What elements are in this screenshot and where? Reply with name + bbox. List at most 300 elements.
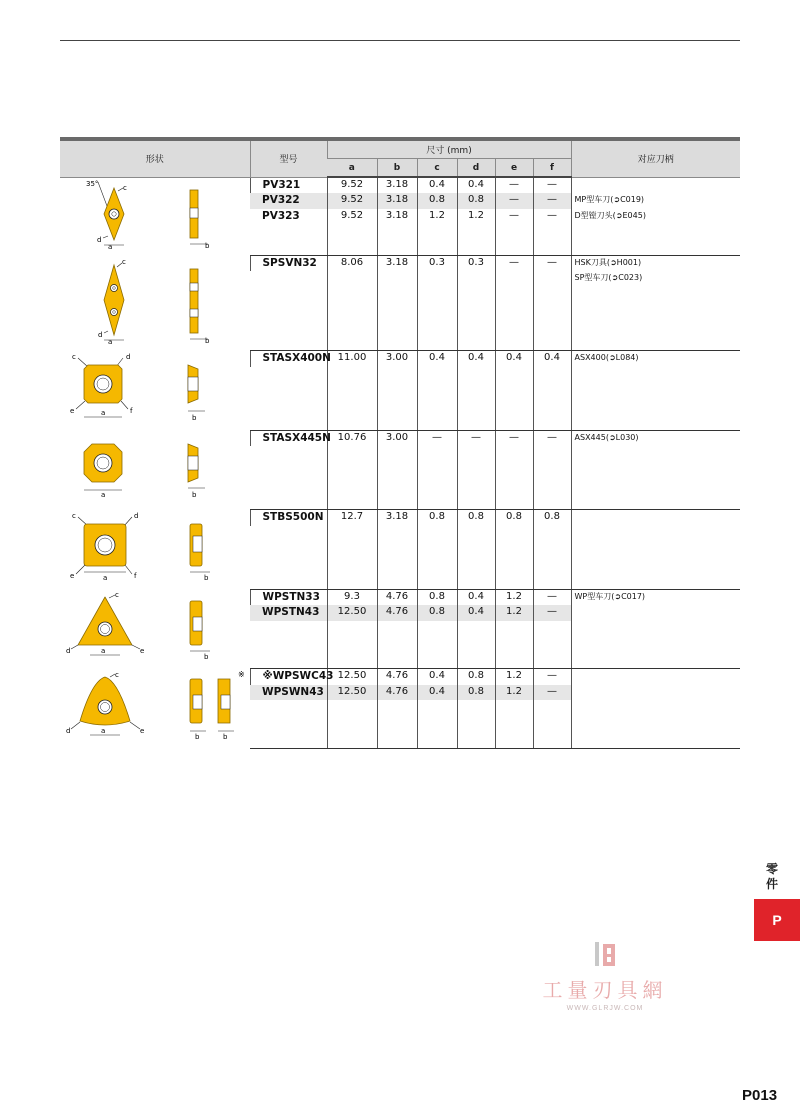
vbd-insert-drawing (60, 178, 250, 250)
holder-cell (571, 351, 740, 367)
holder-cell (571, 573, 740, 589)
shape-label-b: b (192, 413, 197, 422)
dim-cell-f: — (533, 209, 571, 224)
dim-cell-d (457, 303, 495, 319)
dim-cell-a (327, 224, 377, 239)
dim-cell-c (417, 367, 457, 383)
holder-reference-link[interactable]: SP型车刀(➲C023) (574, 273, 643, 283)
dim-cell-e: 1.2 (495, 685, 533, 701)
dim-cell-b: 3.18 (377, 177, 417, 193)
holder-cell (571, 303, 740, 319)
holder-reference-link[interactable]: ASX400(➲L084) (574, 353, 639, 362)
dim-cell-f: — (533, 430, 571, 446)
table-row (60, 669, 740, 685)
dim-cell-a (327, 239, 377, 255)
model-cell: PV322 (250, 193, 327, 208)
dim-cell-f: — (533, 589, 571, 605)
dim-cell-d (457, 573, 495, 589)
dim-cell-d (457, 367, 495, 383)
dim-cell-b (377, 462, 417, 478)
shape-label-d: d (134, 511, 139, 520)
dim-cell-e (495, 526, 533, 542)
dim-cell-f (533, 637, 571, 653)
model-cell: SPSVN32 (250, 255, 327, 271)
dim-cell-e: — (495, 177, 533, 193)
model-cell (250, 303, 327, 319)
table-row (60, 351, 740, 367)
dim-cell-b (377, 224, 417, 239)
shape-label-e: e (140, 647, 145, 655)
header-dim-a: a (327, 159, 377, 178)
holder-cell (571, 446, 740, 462)
dim-cell-a (327, 446, 377, 462)
holder-cell (571, 255, 740, 271)
dim-cell-c (417, 652, 457, 668)
dim-cell-b (377, 239, 417, 255)
dim-cell-c: 0.4 (417, 177, 457, 193)
holder-cell (571, 478, 740, 494)
shape-label-d: d (66, 726, 71, 735)
dim-cell-a (327, 287, 377, 303)
dim-cell-c (417, 414, 457, 430)
shape-label-d: d (126, 352, 131, 361)
shape-label-d: d (97, 235, 102, 244)
dim-cell-b (377, 271, 417, 287)
dim-cell-b (377, 334, 417, 350)
dim-cell-c (417, 334, 457, 350)
dim-cell-d (457, 462, 495, 478)
dim-cell-f (533, 652, 571, 668)
dim-cell-f (533, 334, 571, 350)
dim-cell-b (377, 637, 417, 653)
dim-cell-a: 8.06 (327, 255, 377, 271)
shape-label-e: e (140, 726, 145, 735)
dim-cell-c (417, 621, 457, 637)
holder-reference-link[interactable]: MP型车刀(➲C019) (574, 195, 645, 205)
model-cell: ※WPSWC43 (250, 669, 327, 685)
holder-cell (571, 271, 740, 287)
model-cell (250, 621, 327, 637)
model-cell (250, 716, 327, 732)
dim-cell-d (457, 287, 495, 303)
triangle-insert-drawing (60, 589, 250, 663)
dim-cell-b (377, 398, 417, 414)
dim-cell-b (377, 700, 417, 716)
model-cell (250, 493, 327, 509)
insert-spec-table (60, 137, 740, 749)
dim-cell-c (417, 493, 457, 509)
dim-cell-e (495, 557, 533, 573)
model-cell (250, 382, 327, 398)
dim-cell-d (457, 271, 495, 287)
dim-cell-d (457, 637, 495, 653)
model-cell (250, 446, 327, 462)
dim-cell-e (495, 287, 533, 303)
holder-reference-link[interactable]: HSK刀具(➲H001) (574, 257, 642, 267)
holder-cell (571, 621, 740, 637)
holder-reference-link[interactable]: ASX445(➲L030) (574, 432, 639, 442)
dim-cell-d (457, 224, 495, 239)
dim-cell-d: 0.4 (457, 177, 495, 193)
dim-cell-c (417, 732, 457, 748)
dim-cell-d (457, 334, 495, 350)
dim-cell-b: 4.76 (377, 605, 417, 621)
shape-label-a: a (101, 408, 106, 417)
model-cell (250, 334, 327, 350)
dim-cell-c: 0.8 (417, 510, 457, 526)
dim-cell-a (327, 334, 377, 350)
dim-cell-c (417, 573, 457, 589)
holder-cell (571, 652, 740, 668)
holder-cell (571, 193, 740, 208)
dim-cell-e (495, 398, 533, 414)
dim-cell-b (377, 367, 417, 383)
shape-label-f: f (130, 406, 133, 415)
holder-cell (571, 177, 740, 193)
dim-cell-a: 12.7 (327, 510, 377, 526)
section-tab-p[interactable]: P (754, 899, 800, 941)
dim-cell-d (457, 557, 495, 573)
dim-cell-b (377, 493, 417, 509)
holder-cell (571, 557, 740, 573)
dim-cell-d (457, 382, 495, 398)
dim-cell-d (457, 398, 495, 414)
model-cell: WPSWN43 (250, 685, 327, 701)
insert-shape-cell (60, 430, 250, 510)
dim-cell-d (457, 446, 495, 462)
dim-cell-c (417, 478, 457, 494)
shape-label-a: a (108, 242, 113, 250)
dim-cell-d: 0.8 (457, 685, 495, 701)
dim-cell-e (495, 716, 533, 732)
model-cell: STASX445N (250, 430, 327, 446)
header-model: 型号 (250, 139, 327, 177)
dim-cell-f (533, 526, 571, 542)
shape-label-b: b (192, 491, 197, 499)
insert-shape-cell (60, 589, 250, 669)
dim-cell-a (327, 271, 377, 287)
model-cell: WPSTN33 (250, 589, 327, 605)
watermark-url: WWW.GLRJW.COM (566, 1005, 644, 1012)
shape-label-b: b (205, 337, 210, 345)
header-dim-d: d (457, 159, 495, 178)
dim-cell-d (457, 732, 495, 748)
dim-cell-c (417, 398, 457, 414)
dim-cell-a (327, 382, 377, 398)
dim-cell-a (327, 716, 377, 732)
dim-cell-c (417, 637, 457, 653)
dim-cell-c (417, 382, 457, 398)
dim-cell-a: 10.76 (327, 430, 377, 446)
dim-cell-b (377, 287, 417, 303)
dim-cell-a (327, 367, 377, 383)
dim-cell-b (377, 732, 417, 748)
model-cell: WPSTN43 (250, 605, 327, 621)
dim-cell-e (495, 224, 533, 239)
dim-cell-a (327, 318, 377, 334)
insert-shape-cell (60, 510, 250, 590)
dim-cell-c: 0.3 (417, 255, 457, 271)
dim-cell-a: 9.3 (327, 589, 377, 605)
dim-cell-b (377, 414, 417, 430)
model-cell (250, 557, 327, 573)
holder-cell (571, 605, 740, 621)
holder-cell (571, 462, 740, 478)
dim-cell-e (495, 446, 533, 462)
dim-cell-a: 9.52 (327, 193, 377, 208)
shape-label-d: d (66, 647, 71, 655)
dim-cell-c: 1.2 (417, 209, 457, 224)
dim-cell-c (417, 271, 457, 287)
dim-cell-a (327, 652, 377, 668)
dim-cell-d: 0.8 (457, 669, 495, 685)
dim-cell-e (495, 334, 533, 350)
dim-cell-e (495, 637, 533, 653)
dim-cell-e: 0.4 (495, 351, 533, 367)
holder-reference-link[interactable]: WP型车刀(➲C017) (574, 591, 646, 601)
dim-cell-f (533, 478, 571, 494)
model-cell (250, 398, 327, 414)
dim-cell-e (495, 382, 533, 398)
shape-label-e: e (70, 406, 75, 415)
watermark (530, 940, 680, 1012)
dim-cell-f (533, 573, 571, 589)
insert-shape-cell (60, 669, 250, 749)
section-label-char-1: 零 (765, 862, 778, 876)
dim-cell-a: 9.52 (327, 209, 377, 224)
dim-cell-d: 0.8 (457, 193, 495, 208)
model-cell: STASX400N (250, 351, 327, 367)
model-cell (250, 414, 327, 430)
dim-cell-b: 3.18 (377, 193, 417, 208)
watermark-text: 工量刃具網 (542, 978, 668, 1002)
dim-cell-e: — (495, 209, 533, 224)
dim-cell-c (417, 716, 457, 732)
holder-cell (571, 382, 740, 398)
dim-cell-e (495, 652, 533, 668)
dim-cell-b: 3.18 (377, 510, 417, 526)
holder-cell (571, 589, 740, 605)
shape-label-a: a (101, 726, 106, 735)
dim-cell-d: 0.3 (457, 255, 495, 271)
dim-cell-a (327, 414, 377, 430)
dim-cell-f (533, 303, 571, 319)
dim-cell-a (327, 557, 377, 573)
dim-cell-c: 0.8 (417, 193, 457, 208)
dim-cell-f (533, 493, 571, 509)
dim-cell-c (417, 462, 457, 478)
model-cell (250, 526, 327, 542)
dim-cell-f (533, 367, 571, 383)
model-cell (250, 541, 327, 557)
vbd-double-hole-insert-drawing (60, 255, 250, 345)
dim-cell-e (495, 493, 533, 509)
dim-cell-b: 4.76 (377, 669, 417, 685)
dim-cell-a (327, 478, 377, 494)
dim-cell-c (417, 526, 457, 542)
shape-label-a: a (101, 491, 106, 499)
dim-cell-f (533, 732, 571, 748)
dim-cell-a (327, 526, 377, 542)
header-dimensions: 尺寸 (mm) (327, 139, 571, 159)
dim-cell-a (327, 541, 377, 557)
header-dim-c: c (417, 159, 457, 178)
holder-cell (571, 685, 740, 701)
dim-cell-a: 11.00 (327, 351, 377, 367)
model-cell: STBS500N (250, 510, 327, 526)
octagon-insert-drawing (60, 430, 250, 504)
dim-cell-e: 1.2 (495, 605, 533, 621)
dim-cell-c (417, 541, 457, 557)
holder-cell (571, 398, 740, 414)
model-cell (250, 478, 327, 494)
dim-cell-f (533, 446, 571, 462)
dim-cell-d (457, 621, 495, 637)
dim-cell-a: 12.50 (327, 605, 377, 621)
dim-cell-f: — (533, 193, 571, 208)
insert-shape-cell (60, 255, 250, 351)
dim-cell-f (533, 414, 571, 430)
dim-cell-d (457, 239, 495, 255)
model-cell (250, 239, 327, 255)
dim-cell-f (533, 462, 571, 478)
dim-cell-e (495, 414, 533, 430)
shape-label-c: c (72, 352, 76, 361)
model-cell (250, 224, 327, 239)
dim-cell-f (533, 239, 571, 255)
dim-cell-a (327, 398, 377, 414)
dim-cell-e (495, 621, 533, 637)
dim-cell-d (457, 700, 495, 716)
dim-cell-f: — (533, 685, 571, 701)
dim-cell-c: — (417, 430, 457, 446)
dim-cell-f (533, 271, 571, 287)
holder-cell (571, 414, 740, 430)
holder-cell (571, 209, 740, 224)
shape-label-e: e (70, 571, 75, 580)
shape-label-a: a (101, 647, 106, 655)
dim-cell-e (495, 318, 533, 334)
dim-cell-d: 1.2 (457, 209, 495, 224)
header-dim-f: f (533, 159, 571, 178)
model-cell: PV323 (262, 209, 300, 222)
dim-cell-f: — (533, 669, 571, 685)
dim-cell-d: 0.8 (457, 510, 495, 526)
dim-cell-c (417, 318, 457, 334)
table-row (60, 255, 740, 271)
dim-cell-d (457, 478, 495, 494)
dim-cell-b (377, 526, 417, 542)
dim-cell-e: — (495, 430, 533, 446)
dim-cell-c (417, 239, 457, 255)
dim-cell-a (327, 621, 377, 637)
holder-cell (571, 318, 740, 334)
insert-shape-cell (60, 177, 250, 255)
dim-cell-e (495, 303, 533, 319)
shape-label-b: b (204, 573, 209, 582)
holder-cell (571, 541, 740, 557)
dim-cell-b (377, 621, 417, 637)
model-cell (250, 367, 327, 383)
dim-cell-c (417, 224, 457, 239)
dim-cell-a (327, 462, 377, 478)
dim-cell-c: 0.8 (417, 589, 457, 605)
dim-cell-c: 0.4 (417, 685, 457, 701)
holder-cell (571, 732, 740, 748)
dim-cell-b (377, 652, 417, 668)
dim-cell-b: 3.18 (377, 209, 417, 224)
dim-cell-a (327, 573, 377, 589)
dim-cell-c: 0.4 (417, 669, 457, 685)
top-rule (60, 40, 740, 41)
holder-reference-link[interactable]: D型镗刀头(➲E045) (574, 210, 646, 220)
model-cell (250, 271, 327, 287)
dim-cell-a: 12.50 (327, 669, 377, 685)
holder-cell (571, 287, 740, 303)
model-cell (250, 637, 327, 653)
dim-cell-c (417, 287, 457, 303)
dim-cell-b: 3.00 (377, 430, 417, 446)
holder-cell (571, 637, 740, 653)
dim-cell-e (495, 732, 533, 748)
dim-cell-b (377, 318, 417, 334)
dim-cell-f (533, 700, 571, 716)
dim-cell-a (327, 303, 377, 319)
holder-cell (571, 430, 740, 446)
dim-cell-d (457, 493, 495, 509)
dim-cell-e: 1.2 (495, 669, 533, 685)
model-cell: PV321 (250, 177, 327, 193)
dim-cell-e: — (495, 255, 533, 271)
shape-label-c: c (123, 183, 127, 192)
header-holder: 对应刀柄 (571, 139, 740, 177)
dim-cell-c (417, 303, 457, 319)
dim-cell-d: — (457, 430, 495, 446)
table-row (60, 510, 740, 526)
dim-cell-c: 0.4 (417, 351, 457, 367)
dim-cell-f (533, 621, 571, 637)
dim-cell-c (417, 700, 457, 716)
model-cell (250, 652, 327, 668)
section-label-char-2: 件 (765, 877, 778, 891)
dim-cell-b (377, 573, 417, 589)
shape-label-a: a (108, 338, 113, 345)
dim-cell-d (457, 526, 495, 542)
dim-cell-e: 0.8 (495, 510, 533, 526)
dim-cell-f (533, 287, 571, 303)
dim-cell-b (377, 382, 417, 398)
dim-cell-d (457, 652, 495, 668)
dim-cell-b (377, 716, 417, 732)
dim-cell-e (495, 271, 533, 287)
dim-cell-d (457, 318, 495, 334)
dim-cell-d (457, 414, 495, 430)
dim-cell-e (495, 239, 533, 255)
square-insert-chamfered-drawing (60, 351, 250, 425)
section-label (764, 862, 780, 892)
dim-cell-b (377, 478, 417, 494)
dim-cell-e (495, 478, 533, 494)
holder-cell (571, 239, 740, 255)
dim-cell-f: 0.4 (533, 351, 571, 367)
dim-cell-f (533, 382, 571, 398)
dim-cell-d: 0.4 (457, 589, 495, 605)
dim-cell-f (533, 557, 571, 573)
dim-cell-a: 12.50 (327, 685, 377, 701)
header-dim-b: b (377, 159, 417, 178)
trigon-insert-drawing (60, 669, 250, 743)
square-insert-drawing (60, 510, 250, 584)
